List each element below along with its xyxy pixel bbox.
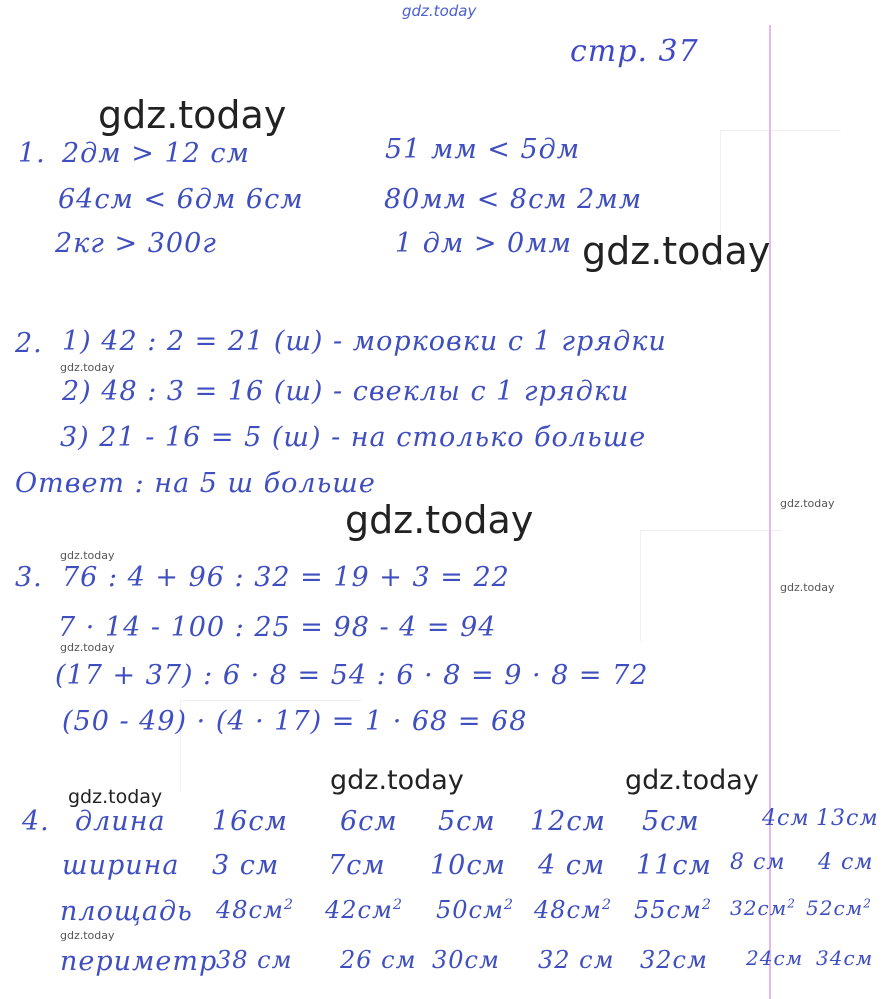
area-value: 55см — [634, 896, 702, 924]
cell-length: 16см — [212, 806, 288, 837]
cell-area — [216, 896, 294, 924]
task-number: 4. — [22, 806, 50, 837]
area-value: 32см — [730, 896, 788, 920]
expression-line: (17 + 37) : 6 · 8 = 54 : 6 · 8 = 9 · 8 = 72 — [55, 660, 649, 691]
answer-line: Ответ : на 5 ш больше — [15, 468, 376, 499]
watermark-small: gdz.today — [60, 929, 115, 942]
cell-perimeter: 26 см — [340, 946, 417, 974]
area-exponent: 2 — [601, 897, 613, 913]
watermark-small: gdz.today — [60, 641, 115, 654]
comparison-right: 80мм < 8см 2мм — [384, 184, 643, 215]
cell-area — [325, 896, 403, 924]
cell-length: 5см — [438, 806, 496, 837]
watermark: gdz.today — [330, 765, 464, 796]
cell-perimeter: 32 см — [538, 946, 615, 974]
area-value: 48см — [216, 896, 284, 924]
cell-perimeter: 24см — [746, 946, 804, 970]
watermark-small: gdz.today — [780, 581, 835, 594]
watermark: gdz.today — [98, 93, 287, 137]
cell-area — [806, 896, 872, 920]
cell-width: 7см — [328, 850, 386, 881]
area-value: 48см — [534, 896, 602, 924]
cell-perimeter: 34см — [816, 946, 874, 970]
cell-area — [436, 896, 514, 924]
expression-line: (50 - 49) · (4 · 17) = 1 · 68 = 68 — [62, 706, 528, 737]
cell-perimeter: 30см — [432, 946, 500, 974]
area-exponent: 2 — [787, 896, 796, 911]
area-exponent: 2 — [392, 897, 404, 913]
area-value: 50см — [436, 896, 504, 924]
watermark-small: gdz.today — [780, 497, 835, 510]
area-value: 52см — [806, 896, 864, 920]
cell-area — [534, 896, 612, 924]
cell-perimeter: 32см — [640, 946, 708, 974]
comparison-left: 2дм > 12 см — [62, 138, 250, 169]
area-exponent: 2 — [863, 896, 872, 911]
task-number: 2. — [15, 328, 43, 359]
row-label-perimeter: периметр — [60, 946, 218, 977]
expression-line: 76 : 4 + 96 : 32 = 19 + 3 = 22 — [62, 562, 510, 593]
area-exponent: 2 — [503, 897, 515, 913]
comparison-right: 51 мм < 5дм — [385, 134, 581, 165]
area-exponent: 2 — [283, 897, 295, 913]
cell-area — [634, 896, 712, 924]
cell-width: 8 см — [730, 850, 786, 875]
cell-width: 3 см — [212, 850, 280, 881]
expression-line: 7 · 14 - 100 : 25 = 98 - 4 = 94 — [58, 612, 497, 643]
watermark-small: gdz.today — [60, 361, 115, 374]
task-number: 3. — [15, 562, 43, 593]
cell-width: 11см — [636, 850, 712, 881]
watermark-small: gdz.today — [60, 549, 115, 562]
watermark: gdz.today — [582, 229, 771, 273]
area-exponent: 2 — [701, 897, 713, 913]
cell-length: 12см — [530, 806, 606, 837]
cell-length: 6см — [340, 806, 398, 837]
solution-line: 3) 21 - 16 = 5 (ш) - на столько больше — [60, 422, 647, 453]
comparison-right: 1 дм > 0мм — [395, 228, 572, 259]
row-label-width: ширина — [62, 850, 180, 881]
ghost-grid — [640, 530, 781, 641]
watermark: gdz.today — [68, 786, 163, 808]
cell-width: 4 см — [818, 850, 874, 875]
solution-line: 1) 42 : 2 = 21 (ш) - морковки с 1 грядки — [62, 326, 667, 357]
cell-length: 4см — [762, 806, 810, 831]
cell-width: 10см — [430, 850, 506, 881]
watermark-top: gdz.today — [402, 2, 477, 20]
cell-perimeter: 38 см — [216, 946, 293, 974]
row-label-area: площадь — [60, 896, 193, 927]
comparison-left: 64см < 6дм 6см — [58, 184, 304, 215]
cell-length: 5см — [642, 806, 700, 837]
page-reference: стр. 37 — [570, 34, 699, 69]
cell-area — [730, 896, 796, 920]
comparison-left: 2кг > 300г — [55, 228, 217, 259]
cell-width: 4 см — [538, 850, 606, 881]
watermark: gdz.today — [625, 765, 759, 796]
row-label-length: длина — [75, 806, 166, 837]
solution-line: 2) 48 : 3 = 16 (ш) - свеклы с 1 грядки — [62, 376, 630, 407]
cell-length: 13см — [816, 806, 879, 831]
area-value: 42см — [325, 896, 393, 924]
watermark: gdz.today — [345, 498, 534, 542]
task-number: 1. — [18, 138, 46, 169]
